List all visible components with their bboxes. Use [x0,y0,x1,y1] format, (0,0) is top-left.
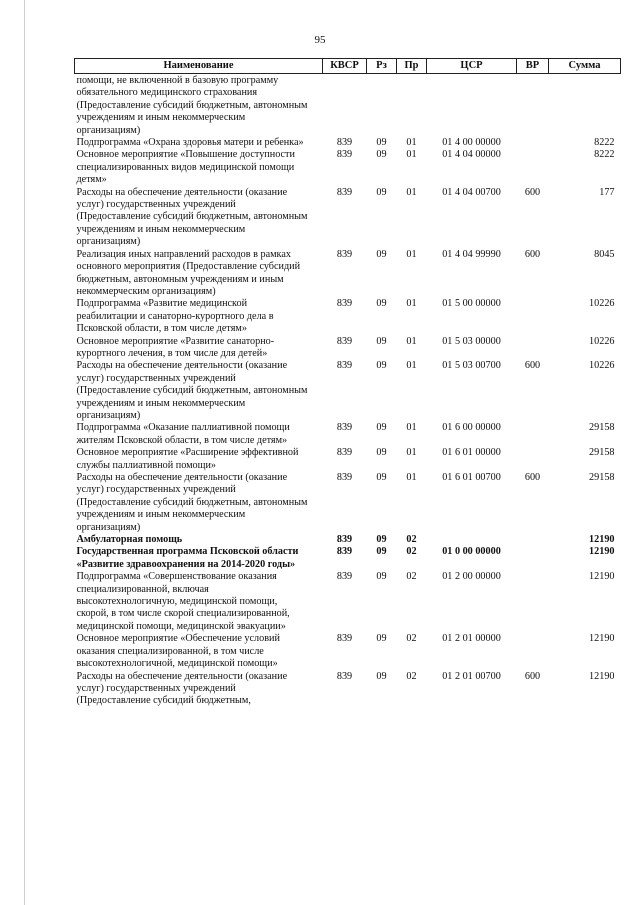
row-kvsr: 839 [336,422,353,434]
row-csr: 01 6 01 00700 [442,472,501,483]
row-vr [517,633,549,670]
row-sum: 29158 [589,447,615,459]
header-csr: ЦСР [427,59,517,74]
row-vr [517,422,549,447]
row-pr: 01 [406,248,417,260]
row-rz: 09 [376,472,387,483]
row-kvsr: 839 [336,534,353,546]
row-kvsr: 839 [336,571,353,583]
row-name: Расходы на обеспечение деятельности (оказание услуг) государственных учреждений (Предоставление субсидий бюджетным, [76,670,288,707]
row-pr: 02 [406,633,417,645]
row-csr: 01 6 01 00000 [442,447,501,459]
row-vr [517,546,549,571]
table-row [75,671,621,708]
row-pr: 02 [406,670,417,682]
header-pr: Пр [397,59,427,74]
row-name: Амбулаторная помощь [76,534,183,546]
row-csr: 01 4 04 99990 [442,248,501,260]
row-kvsr: 839 [336,149,353,161]
row-vr [517,298,549,335]
row-sum [549,74,621,138]
row-pr: 01 [406,447,417,459]
row-kvsr: 839 [336,360,353,372]
row-vr: 600 [524,360,541,372]
row-pr: 02 [406,571,417,583]
row-name: Основное мероприятие «Расширение эффективной службы паллиативной помощи» [76,447,299,471]
row-pr: 01 [406,422,417,434]
row-csr: 01 0 00 00000 [442,546,501,558]
table-row [75,422,621,447]
row-name: помощи, не включенной в базовую программу обязательного медицинского страхования (Предоставление субсидий бюджетным, автономным учреждениям и иным некоммерческим организациям) [76,75,308,136]
row-rz: 09 [376,186,387,198]
row-pr: 01 [406,335,417,347]
row-name: Расходы на обеспечение деятельности (оказание услуг) государственных учреждений (Предоставление субсидий бюджетным, автономным учреждениям и иным некоммерческим организациям) [76,472,308,533]
row-vr [517,74,549,138]
row-name: Государственная программа Псковской области «Развитие здравоохранения на 2014-2020 годы» [76,546,299,570]
row-rz: 09 [376,248,387,260]
row-csr: 01 2 01 00700 [442,670,501,682]
row-csr: 01 4 04 00700 [442,186,501,198]
table-row [75,472,621,534]
row-rz: 09 [376,571,387,583]
row-csr: 01 5 00 00000 [442,298,501,310]
row-csr: 01 4 04 00000 [442,149,501,161]
row-sum: 12190 [589,571,615,583]
row-name: Основное мероприятие «Развитие санаторно-курортного лечения, в том числе для детей» [76,335,275,359]
row-kvsr: 839 [336,186,353,198]
row-csr: 01 5 03 00000 [442,335,501,347]
table-row [75,534,621,546]
table-row [75,546,621,571]
row-rz: 09 [376,546,387,558]
row-pr: 01 [406,149,417,161]
table-row [75,447,621,472]
row-vr: 600 [524,248,541,260]
row-kvsr [323,74,367,138]
row-vr [517,447,549,472]
header-vr: ВР [517,59,549,74]
row-name: Подпрограмма «Охрана здоровья матери и ребенка» [76,137,304,149]
row-vr: 600 [524,472,541,483]
row-rz: 09 [376,335,387,347]
row-rz: 09 [376,422,387,434]
row-vr [517,149,549,186]
row-pr [397,74,427,138]
row-csr: 01 2 01 00000 [442,633,501,645]
row-sum: 10226 [589,298,615,310]
row-rz [367,74,397,138]
row-sum: 12190 [589,633,615,645]
table-row [75,360,621,422]
row-rz: 09 [376,149,387,161]
row-rz: 09 [376,447,387,459]
row-vr: 600 [524,186,541,198]
row-csr: 01 4 00 00000 [442,137,501,149]
header-name: Наименование [75,59,323,74]
row-csr [427,74,517,138]
row-name: Расходы на обеспечение деятельности (оказание услуг) государственных учреждений (Предоставление субсидий бюджетным, автономным учреждениям и иным некоммерческим организациям) [76,360,308,421]
table-header-row [75,59,621,74]
row-rz: 09 [376,534,387,546]
table-row [75,249,621,299]
row-name: Основное мероприятие «Обеспечение условий оказания специализированной, в том числе высокотехнологичной, медицинской помощи» [76,633,280,670]
table-row [75,149,621,186]
row-sum: 10226 [589,335,615,347]
row-vr [517,137,549,149]
row-kvsr: 839 [336,248,353,260]
row-name: Подпрограмма «Совершенствование оказания специализированной, включая высокотехнологичную, медицинской помощи, скорой, в том числе скорой специализированной, медицинской помощи, медицинской эвакуации» [76,571,290,632]
table-row [75,74,621,138]
row-name: Подпрограмма «Оказание паллиативной помощи жителям Псковской области, в том числе детям» [76,422,290,446]
row-rz: 09 [376,670,387,682]
row-sum: 12190 [589,534,615,546]
row-csr: 01 6 00 00000 [442,422,501,434]
header-sum: Сумма [549,59,621,74]
row-vr [517,336,549,361]
scan-margin-line [24,0,25,905]
row-vr [517,571,549,633]
row-pr: 01 [406,186,417,198]
row-sum: 8045 [594,248,615,260]
row-sum: 29158 [589,472,615,483]
row-sum: 8222 [594,137,615,149]
row-kvsr: 839 [336,546,353,558]
row-pr: 01 [406,472,417,483]
row-sum: 29158 [589,422,615,434]
table-row [75,298,621,335]
budget-table [74,58,621,708]
row-pr: 02 [406,546,417,558]
table-row [75,571,621,633]
row-name: Реализация иных направлений расходов в рамках основного мероприятия (Предоставление субсидий бюджетным, автономным учреждениям и иным некоммерческим организациям) [76,248,301,297]
row-kvsr: 839 [336,633,353,645]
row-name: Расходы на обеспечение деятельности (оказание услуг) государственных учреждений (Предоставление субсидий бюджетным, автономным учреждениям и иным некоммерческим организациям) [76,186,308,248]
row-csr: 01 5 03 00700 [442,360,501,372]
row-pr: 01 [406,360,417,372]
row-pr: 01 [406,137,417,149]
row-kvsr: 839 [336,137,353,149]
row-pr: 01 [406,298,417,310]
row-rz: 09 [376,360,387,372]
row-name: Основное мероприятие «Повышение доступности специализированных видов медицинской помощи детям» [76,149,295,186]
header-kvsr: КВСР [323,59,367,74]
row-pr: 02 [406,534,417,546]
page-number: 95 [314,34,326,46]
row-vr: 600 [524,670,541,682]
row-kvsr: 839 [336,298,353,310]
row-csr [427,534,517,546]
row-csr: 01 2 00 00000 [442,571,501,583]
row-rz: 09 [376,298,387,310]
row-vr [517,534,549,546]
row-kvsr: 839 [336,670,353,682]
row-sum: 177 [599,186,615,198]
row-kvsr: 839 [336,447,353,459]
table-row [75,137,621,149]
table-row [75,336,621,361]
table-row [75,187,621,249]
header-rz: Рз [367,59,397,74]
row-kvsr: 839 [336,472,353,483]
row-name: Подпрограмма «Развитие медицинской реабилитации и санаторно-курортного дела в Псковской области, в том числе детям» [76,298,274,335]
row-kvsr: 839 [336,335,353,347]
row-sum: 12190 [589,546,615,558]
table-row [75,633,621,670]
row-sum: 12190 [589,670,615,682]
row-sum: 8222 [594,149,615,161]
row-rz: 09 [376,633,387,645]
row-rz: 09 [376,137,387,149]
row-sum: 10226 [589,360,615,372]
